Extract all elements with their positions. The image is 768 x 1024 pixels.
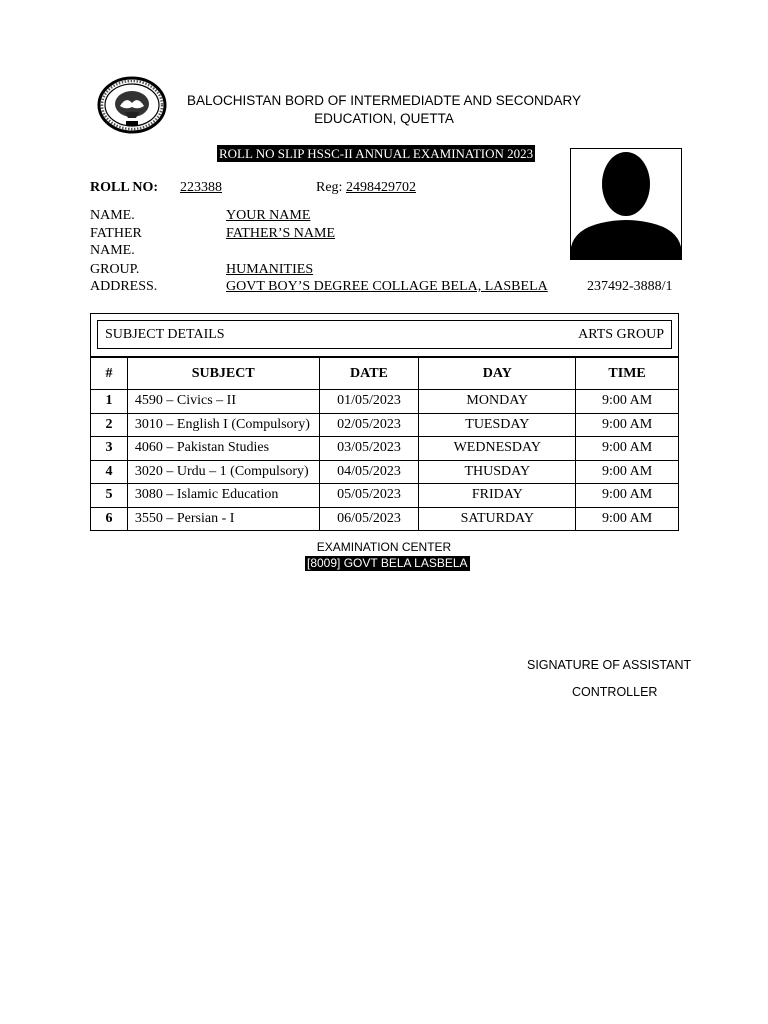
father-label-line1: FATHER <box>90 226 142 241</box>
address-label: ADDRESS. <box>90 279 158 294</box>
column-header-number: # <box>91 357 128 390</box>
row-day: MONDAY <box>419 390 576 414</box>
subject-details-box <box>90 313 679 357</box>
row-day: SATURDAY <box>419 507 576 531</box>
exam-center-value: [8009] GOVT BELA LASBELA <box>307 556 468 570</box>
exam-schedule-table <box>90 356 679 531</box>
row-time: 9:00 AM <box>576 413 679 437</box>
column-header-subject: SUBJECT <box>127 357 319 390</box>
column-header-date: DATE <box>319 357 419 390</box>
row-subject: 4590 – Civics – II <box>127 390 319 414</box>
board-title <box>175 92 593 128</box>
subject-details-label: SUBJECT DETAILS <box>105 326 225 342</box>
table-header-row <box>91 357 679 390</box>
row-date: 01/05/2023 <box>319 390 419 414</box>
table-row <box>91 437 679 461</box>
row-time: 9:00 AM <box>576 390 679 414</box>
person-silhouette-icon <box>571 149 681 259</box>
roll-no-label: ROLL NO: <box>90 180 159 195</box>
table-row <box>91 460 679 484</box>
name-value: YOUR NAME <box>226 208 311 223</box>
reg-label: Reg: <box>316 180 343 195</box>
table-row <box>91 413 679 437</box>
row-number: 4 <box>91 460 128 484</box>
row-time: 9:00 AM <box>576 484 679 508</box>
row-day: THUSDAY <box>419 460 576 484</box>
signature-label-line1: SIGNATURE OF ASSISTANT <box>527 658 692 672</box>
board-seal-icon <box>96 76 168 136</box>
row-date: 06/05/2023 <box>319 507 419 531</box>
father-value: FATHER’S NAME <box>226 226 336 241</box>
group-label: GROUP. <box>90 262 140 277</box>
roll-no-value: 223388 <box>180 180 222 195</box>
row-day: FRIDAY <box>419 484 576 508</box>
row-number: 5 <box>91 484 128 508</box>
row-date: 05/05/2023 <box>319 484 419 508</box>
table-row <box>91 484 679 508</box>
row-number: 1 <box>91 390 128 414</box>
candidate-photo <box>570 148 682 260</box>
row-time: 9:00 AM <box>576 460 679 484</box>
row-subject: 3550 – Persian - I <box>127 507 319 531</box>
exam-center-label: EXAMINATION CENTER <box>316 540 452 554</box>
row-time: 9:00 AM <box>576 437 679 461</box>
row-day: TUESDAY <box>419 413 576 437</box>
row-subject: 3010 – English I (Compulsory) <box>127 413 319 437</box>
slip-title: ROLL NO SLIP HSSC-II ANNUAL EXAMINATION 2023 <box>219 146 534 161</box>
table-row <box>91 507 679 531</box>
row-number: 6 <box>91 507 128 531</box>
address-code: 237492-3888/1 <box>587 279 673 294</box>
board-title-line1: BALOCHISTAN BORD OF INTERMEDIADTE AND SECONDARY <box>186 93 582 108</box>
father-label-line2: NAME. <box>90 243 135 258</box>
row-subject: 4060 – Pakistan Studies <box>127 437 319 461</box>
board-title-line2: EDUCATION, QUETTA <box>314 111 454 126</box>
group-name: ARTS GROUP <box>578 326 664 342</box>
row-number: 3 <box>91 437 128 461</box>
row-number: 2 <box>91 413 128 437</box>
row-time: 9:00 AM <box>576 507 679 531</box>
group-value: HUMANITIES <box>226 262 314 277</box>
table-row <box>91 390 679 414</box>
row-subject: 3020 – Urdu – 1 (Compulsory) <box>127 460 319 484</box>
column-header-day: DAY <box>419 357 576 390</box>
row-date: 03/05/2023 <box>319 437 419 461</box>
row-date: 02/05/2023 <box>319 413 419 437</box>
row-subject: 3080 – Islamic Education <box>127 484 319 508</box>
reg-value: 2498429702 <box>346 180 416 195</box>
address-value: GOVT BOY’S DEGREE COLLAGE BELA, LASBELA <box>226 279 548 294</box>
signature-label-line2: CONTROLLER <box>572 685 658 699</box>
name-label: NAME. <box>90 208 135 223</box>
row-day: WEDNESDAY <box>419 437 576 461</box>
subject-details-header <box>97 320 672 349</box>
row-date: 04/05/2023 <box>319 460 419 484</box>
column-header-time: TIME <box>576 357 679 390</box>
